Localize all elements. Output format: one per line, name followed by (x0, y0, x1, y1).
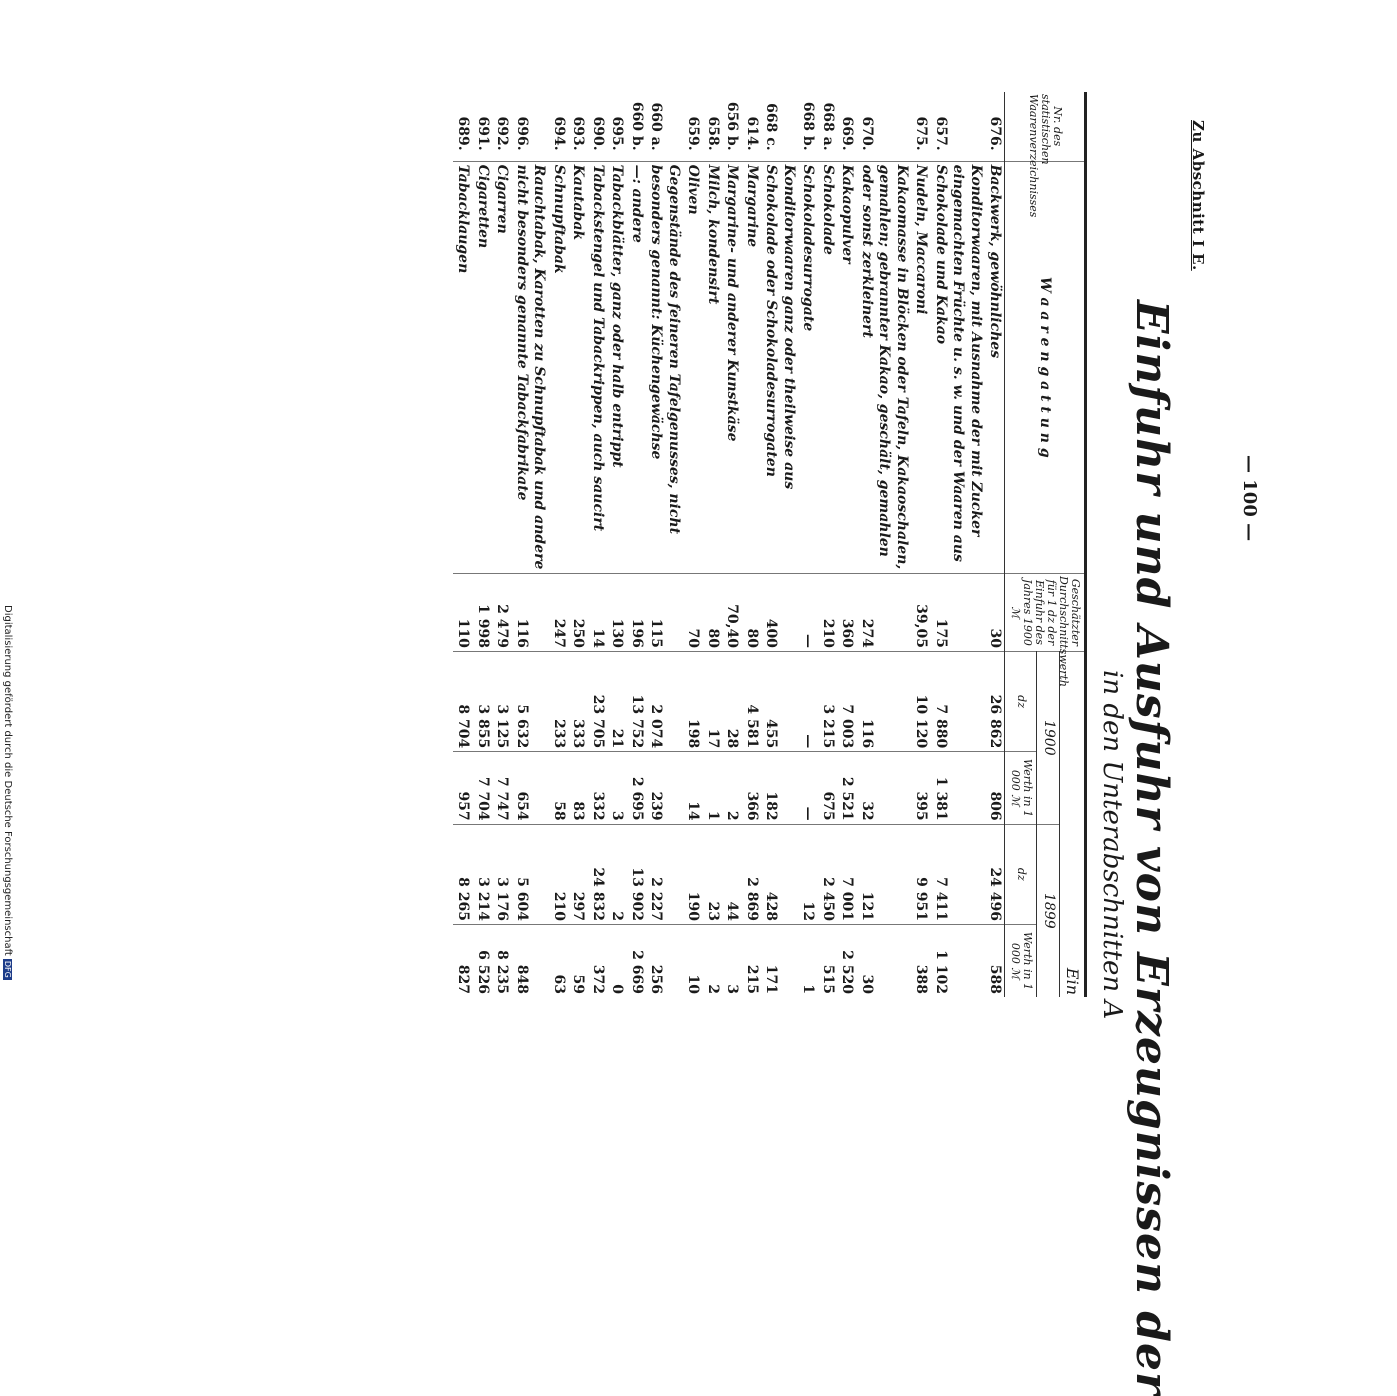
row-value-1899: 372 (587, 924, 607, 997)
table-row (492, 92, 512, 997)
table-row (702, 92, 722, 997)
header-year-1899: 1899 (1037, 824, 1060, 997)
row-avg-value: 196 (626, 573, 646, 651)
row-description: Kakaomasse in Blöcken oder Tafeln, Kakaoschalen, gemahlen; gebrannter Kakao, geschält, gemahlen oder sonst zerkleinert (856, 161, 911, 573)
row-avg-value: 130 (607, 573, 627, 651)
row-description: Tabacklaugen (453, 161, 473, 573)
row-dz-1899: 2 (607, 824, 627, 924)
row-nr: 668 a. (819, 102, 836, 151)
header-dz-1899: dz (1005, 824, 1037, 924)
table-row (817, 92, 837, 997)
table-row (837, 92, 857, 997)
row-value-1899: 171 (761, 924, 798, 997)
row-dz-1899: 121 (856, 824, 911, 924)
row-avg-value: 116 (511, 573, 548, 651)
row-avg-value: 210 (817, 573, 837, 651)
row-dz-1899: 24 832 (587, 824, 607, 924)
row-description: Kakaopulver (837, 161, 857, 573)
row-nr: 659. (685, 116, 702, 151)
row-value-1900: 806 (985, 752, 1005, 824)
row-dz-1899: 13 902 (626, 824, 646, 924)
row-nr: 691. (474, 116, 491, 151)
table-row (568, 92, 588, 997)
row-value-1899: 10 (683, 924, 703, 997)
statistics-table-wrapper (453, 92, 1087, 997)
row-value-1900: 7 747 (492, 752, 512, 824)
row-dz-1900: 26 862 (985, 651, 1005, 751)
row-dz-1900: 3 125 (492, 651, 512, 751)
row-avg-value: 80 (702, 573, 722, 651)
row-value-1900: 366 (741, 752, 761, 824)
section-reference: Zu Abschnitt I E. (1189, 120, 1207, 271)
row-value-1899: 215 (741, 924, 761, 997)
row-dz-1899: 2 450 (817, 824, 837, 924)
table-row (607, 92, 627, 997)
row-description: Rauchtabak, Karotten zu Schnupftabak und andere nicht besonders genannte Tabackfabrikate (511, 161, 548, 573)
row-dz-1900: 23 705 (587, 651, 607, 751)
row-dz-1899: 428 (761, 824, 798, 924)
table-row (548, 92, 568, 997)
row-dz-1899: 23 (702, 824, 722, 924)
row-avg-value: 2 479 (492, 573, 512, 651)
page-header (1097, 0, 1397, 1396)
row-nr: 668 c. (763, 103, 780, 151)
row-nr: 657. (932, 116, 949, 151)
row-value-1900: 2 695 (626, 752, 646, 824)
row-value-1899: 1 (798, 924, 818, 997)
row-description: Konditorwaaren ganz oder theilweise aus Schokolade oder Schokoladesurrogaten (761, 161, 798, 573)
table-row (646, 92, 683, 997)
table-row (511, 92, 548, 997)
row-dz-1900: — (798, 651, 818, 751)
row-dz-1899: 3 176 (492, 824, 512, 924)
header-werth-1900: Werth in 1 000 ℳ (1005, 752, 1037, 824)
row-value-1900: 32 (856, 752, 911, 824)
row-nr: 669. (839, 116, 856, 151)
header-wert: Geschätzter Durchschnittswerth für 1 dz der Einfuhr des Jahres 1900 ℳ (1005, 573, 1086, 651)
table-row (683, 92, 703, 997)
row-value-1900: 58 (548, 752, 568, 824)
row-description: Tabackblätter, ganz oder halb entrippt (607, 161, 627, 573)
row-value-1899: 588 (985, 924, 1005, 997)
row-description: Tabackstengel und Tabackrippen, auch saucirt (587, 161, 607, 573)
header-werth-1899: Werth in 1 000 ℳ (1005, 924, 1037, 997)
row-avg-value: 250 (568, 573, 588, 651)
row-value-1899: 388 (911, 924, 931, 997)
row-nr: 670. (858, 116, 875, 151)
row-description: Margarine- und anderer Kunstkäse (722, 161, 742, 573)
table-row (626, 92, 646, 997)
row-dz-1900: 198 (683, 651, 703, 751)
row-dz-1899: 2 869 (741, 824, 761, 924)
row-description: Konditorwaaren, mit Ausnahme der mit Zucker eingemachten Früchte u. s. w. und der Waaren aus Schokolade und Kakao (930, 161, 985, 573)
row-dz-1900: 5 632 (511, 651, 548, 751)
digitization-text: Digitalisierung gefördert durch die Deutsche Forschungsgemeinschaft (2, 605, 13, 956)
table-row (911, 92, 931, 997)
row-dz-1899: 3 214 (472, 824, 492, 924)
row-description: Milch, kondensirt (702, 161, 722, 573)
row-nr: 695. (609, 116, 626, 151)
row-dz-1900: 21 (607, 651, 627, 751)
row-value-1900: 1 (702, 752, 722, 824)
row-value-1899: 2 520 (837, 924, 857, 997)
row-description: Oliven (683, 161, 703, 573)
row-dz-1899: 2 227 (646, 824, 683, 924)
row-value-1900: 2 (722, 752, 742, 824)
table-row (930, 92, 985, 997)
row-dz-1899: 7 001 (837, 824, 857, 924)
row-value-1899: 827 (453, 924, 473, 997)
row-description: —: andere (626, 161, 646, 573)
row-description: Cigaretten (472, 161, 492, 573)
row-dz-1900: 116 (856, 651, 911, 751)
row-value-1899: 848 (511, 924, 548, 997)
row-avg-value: 247 (548, 573, 568, 651)
row-value-1900: 654 (511, 752, 548, 824)
row-value-1899: 515 (817, 924, 837, 997)
row-value-1899: 6 526 (472, 924, 492, 997)
row-description: Backwerk, gewöhnliches (985, 161, 1005, 573)
row-dz-1900: 455 (761, 651, 798, 751)
row-dz-1900: 333 (568, 651, 588, 751)
row-dz-1900: 10 120 (911, 651, 931, 751)
row-description: Margarine (741, 161, 761, 573)
row-dz-1900: 17 (702, 651, 722, 751)
row-nr: 690. (589, 116, 606, 151)
row-avg-value: 360 (837, 573, 857, 651)
row-nr: 694. (550, 116, 567, 151)
row-value-1900: 3 (607, 752, 627, 824)
table-row (798, 92, 818, 997)
row-value-1900: 957 (453, 752, 473, 824)
table-body (453, 92, 1005, 997)
row-nr: 660 a. (648, 102, 665, 151)
row-nr: 660 b. (628, 101, 645, 151)
row-description: Gegenstände des feineren Tafelgenusses, nicht besonders genannt: Küchengewächse (646, 161, 683, 573)
row-nr: 693. (570, 116, 587, 151)
row-value-1899: 2 669 (626, 924, 646, 997)
row-nr: 676. (987, 116, 1004, 151)
row-avg-value: 1 998 (472, 573, 492, 651)
row-description: Nudeln, Maccaroni (911, 161, 931, 573)
row-value-1900: 675 (817, 752, 837, 824)
row-value-1899: 3 (722, 924, 742, 997)
row-nr: 614. (743, 116, 760, 151)
row-value-1899: 2 (702, 924, 722, 997)
row-nr: 656 b. (724, 101, 741, 151)
row-avg-value: — (798, 573, 818, 651)
row-value-1899: 59 (568, 924, 588, 997)
row-avg-value: 115 (646, 573, 683, 651)
row-nr: 675. (913, 116, 930, 151)
digitization-note (2, 605, 13, 980)
row-value-1899: 256 (646, 924, 683, 997)
row-dz-1900: 28 (722, 651, 742, 751)
row-dz-1900: 233 (548, 651, 568, 751)
row-value-1899: 0 (607, 924, 627, 997)
row-avg-value: 274 (856, 573, 911, 651)
row-nr: 658. (704, 116, 721, 151)
row-dz-1900: 3 215 (817, 651, 837, 751)
row-nr: 692. (494, 116, 511, 151)
row-value-1900: 2 521 (837, 752, 857, 824)
table-row (856, 92, 911, 997)
row-avg-value: 14 (587, 573, 607, 651)
row-nr: 689. (455, 116, 472, 151)
header-einfuhr: Ein (1059, 651, 1085, 997)
row-value-1899: 8 235 (492, 924, 512, 997)
row-dz-1899: 7 411 (930, 824, 985, 924)
row-dz-1900: 3 855 (472, 651, 492, 751)
table-row (453, 92, 473, 997)
row-value-1900: 239 (646, 752, 683, 824)
table-row (472, 92, 492, 997)
row-dz-1899: 297 (568, 824, 588, 924)
table-row (985, 92, 1005, 997)
row-dz-1899: 12 (798, 824, 818, 924)
row-avg-value: 110 (453, 573, 473, 651)
row-avg-value: 30 (985, 573, 1005, 651)
table-row (587, 92, 607, 997)
header-ware: W a a r e n g a t t u n g (1005, 161, 1086, 573)
page-subtitle: in den Unterabschnitten A (1097, 670, 1127, 1020)
row-value-1899: 63 (548, 924, 568, 997)
row-description: Schokoladesurrogate (798, 161, 818, 573)
row-dz-1899: 190 (683, 824, 703, 924)
row-value-1899: 1 102 (930, 924, 985, 997)
row-avg-value: 70 (683, 573, 703, 651)
table-row (761, 92, 798, 997)
row-description: Kautabak (568, 161, 588, 573)
row-value-1900: 182 (761, 752, 798, 824)
table-row (741, 92, 761, 997)
row-dz-1900: 13 752 (626, 651, 646, 751)
row-nr: 696. (513, 116, 530, 151)
row-value-1900: 7 704 (472, 752, 492, 824)
row-avg-value: 80 (741, 573, 761, 651)
row-value-1900: 332 (587, 752, 607, 824)
row-dz-1899: 5 604 (511, 824, 548, 924)
statistics-table (453, 92, 1087, 997)
row-value-1900: 83 (568, 752, 588, 824)
row-dz-1899: 8 265 (453, 824, 473, 924)
row-description: Schokolade (817, 161, 837, 573)
row-avg-value: 70,40 (722, 573, 742, 651)
row-dz-1900: 8 704 (453, 651, 473, 751)
row-avg-value: 39,05 (911, 573, 931, 651)
table-row (722, 92, 742, 997)
row-description: Cigarren (492, 161, 512, 573)
row-dz-1900: 4 581 (741, 651, 761, 751)
row-dz-1899: 210 (548, 824, 568, 924)
header-dz-1900: dz (1005, 651, 1037, 751)
row-dz-1900: 2 074 (646, 651, 683, 751)
row-dz-1899: 24 496 (985, 824, 1005, 924)
page-title: Einfuhr und Ausfuhr von Erzeugnissen der (1126, 300, 1177, 1396)
row-value-1899: 30 (856, 924, 911, 997)
row-value-1900: 1 381 (930, 752, 985, 824)
header-nr: Nr. des statistischen Waarenverzeichnisses (1005, 92, 1086, 161)
row-avg-value: 400 (761, 573, 798, 651)
row-value-1900: 14 (683, 752, 703, 824)
row-dz-1899: 44 (722, 824, 742, 924)
page-number: — 100 — (1239, 455, 1260, 542)
row-dz-1900: 7 003 (837, 651, 857, 751)
row-dz-1900: 7 880 (930, 651, 985, 751)
row-value-1900: — (798, 752, 818, 824)
row-description: Schnupftabak (548, 161, 568, 573)
dfg-logo: DFG (3, 960, 12, 978)
header-year-1900: 1900 (1037, 651, 1060, 824)
row-dz-1899: 9 951 (911, 824, 931, 924)
row-nr: 668 b. (800, 101, 817, 151)
row-value-1900: 395 (911, 752, 931, 824)
row-avg-value: 175 (930, 573, 985, 651)
